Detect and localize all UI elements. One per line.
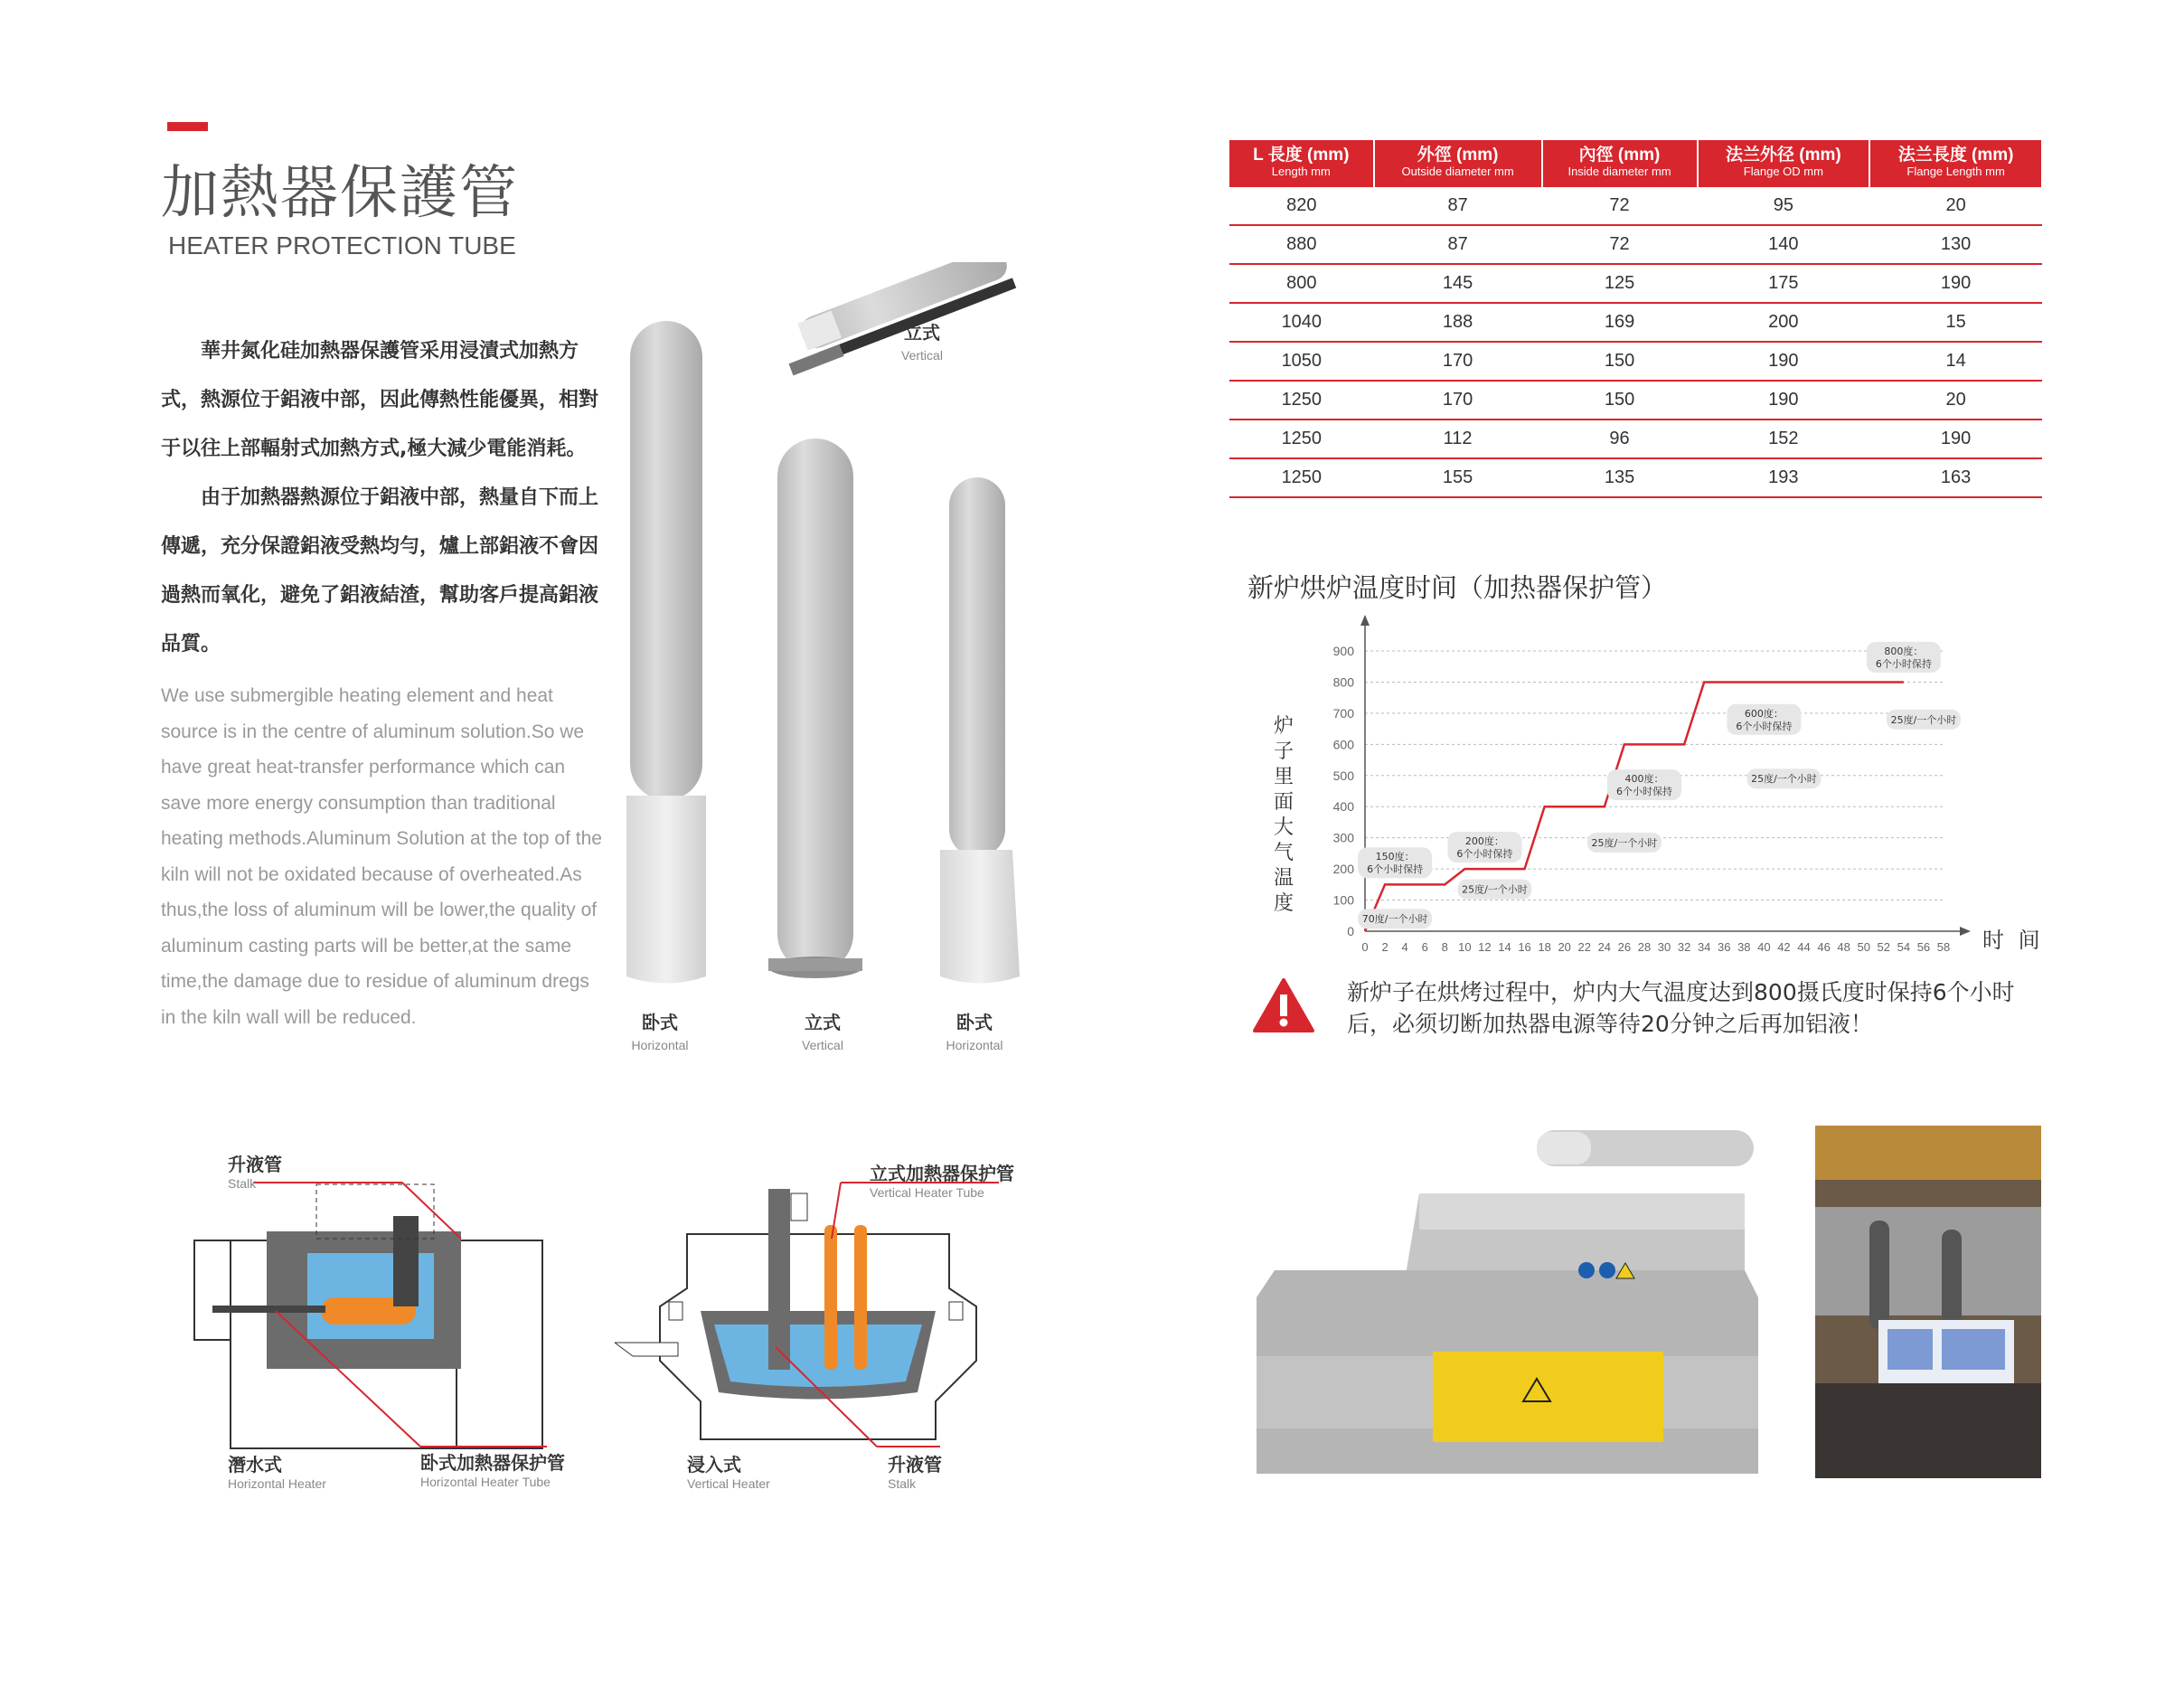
diagram-right-label-bottom-left: [687, 1450, 770, 1491]
header-inside-diameter: 內徑 (mm) Inside diameter mm: [1542, 140, 1698, 187]
table-cell: 190: [1698, 381, 1870, 420]
temperature-chart: [1302, 606, 1989, 967]
x-tick-label: 34: [1697, 940, 1711, 954]
y-tick-label: 500: [1332, 768, 1354, 783]
label-cn: 立式加熱器保护管: [870, 1163, 1014, 1184]
table-cell: 880: [1229, 225, 1374, 264]
y-tick-label: 0: [1347, 924, 1354, 938]
table-row: [1229, 381, 2042, 420]
annotation-label: 400度：: [1624, 773, 1664, 786]
diagram-right-label-top: [870, 1159, 1014, 1200]
y-axis-arrow: [1360, 615, 1370, 626]
table-cell: 163: [1869, 458, 2042, 497]
diagram-left-label-bottom-right: [420, 1448, 565, 1489]
label-cn: 潛水式: [228, 1454, 282, 1475]
x-tick-label: 30: [1657, 940, 1671, 954]
x-tick-label: 50: [1857, 940, 1870, 954]
annotation-label: 200度：: [1464, 835, 1504, 847]
x-tick-label: 44: [1797, 940, 1811, 954]
table-row: [1229, 225, 2042, 264]
y-label-char: 大: [1273, 816, 1294, 839]
horizontal-tube-1: [626, 321, 706, 984]
x-tick-label: 38: [1737, 940, 1751, 954]
annotation-label: 800度：: [1884, 645, 1924, 657]
chart-title: 新炉烘炉温度时间（加热器保护管）: [1247, 572, 1668, 603]
x-tick-label: 18: [1538, 940, 1551, 954]
spec-table-header: [1229, 140, 2042, 187]
table-cell: 112: [1374, 420, 1542, 458]
warning-icon: [1252, 976, 1315, 1034]
y-tick-label: 100: [1332, 892, 1354, 908]
title-accent-bar: [167, 122, 208, 131]
annotation-label: 6个小时保持: [1736, 720, 1793, 732]
x-tick-label: 0: [1361, 940, 1369, 954]
x-tick-label: 26: [1617, 940, 1632, 954]
horizontal-tube-3: [940, 477, 1020, 984]
annotation-label: 600度：: [1744, 707, 1784, 720]
x-tick-label: 58: [1936, 940, 1951, 954]
label-en: Vertical Heater: [687, 1476, 770, 1491]
label-cn: 升液管: [888, 1454, 942, 1475]
label-en: Vertical Heater Tube: [870, 1185, 984, 1200]
vertical-tube-2: [768, 438, 862, 978]
table-cell: 1250: [1229, 458, 1374, 497]
x-tick-label: 28: [1637, 940, 1652, 954]
table-cell: 125: [1542, 264, 1698, 303]
table-cell: 170: [1374, 342, 1542, 381]
x-tick-label: 56: [1916, 940, 1931, 954]
x-tick-label: 16: [1518, 940, 1531, 954]
x-tick-label: 12: [1478, 940, 1492, 954]
table-cell: 190: [1698, 342, 1870, 381]
table-cell: 72: [1542, 187, 1698, 225]
table-row: [1229, 187, 2042, 225]
label-en: Stalk: [888, 1476, 917, 1491]
x-tick-label: 36: [1718, 940, 1731, 954]
table-cell: 1040: [1229, 303, 1374, 342]
annotation-label: 6个小时保持: [1875, 657, 1932, 670]
table-row: [1229, 303, 2042, 342]
site-photo: [1815, 1126, 2041, 1478]
x-tick-label: 4: [1401, 940, 1408, 954]
table-cell: 130: [1869, 225, 2042, 264]
y-tick-label: 300: [1332, 830, 1354, 845]
x-tick-label: 54: [1897, 940, 1911, 954]
tube-label-2: [768, 1008, 877, 1052]
label-cn: 卧式加熱器保护管: [420, 1452, 565, 1474]
y-tick-label: 800: [1332, 674, 1354, 690]
tube-label-cn: 立式: [805, 1012, 841, 1033]
x-tick-label: 8: [1441, 940, 1448, 954]
tube-label-cn: 立式: [904, 322, 940, 344]
table-cell: 188: [1374, 303, 1542, 342]
table-cell: 150: [1542, 342, 1698, 381]
y-label-char: 度: [1273, 892, 1294, 915]
table-cell: 175: [1698, 264, 1870, 303]
tube-label-cn: 卧式: [956, 1012, 993, 1033]
table-cell: 170: [1374, 381, 1542, 420]
y-label-char: 温: [1273, 867, 1294, 890]
annotation-label: 6个小时保持: [1456, 848, 1513, 860]
description-chinese: [161, 327, 604, 669]
annotation-label: 150度：: [1375, 851, 1415, 863]
x-tick-label: 48: [1837, 940, 1850, 954]
header-flange-length: 法兰長度 (mm) Flange Length mm: [1869, 140, 2042, 187]
description-paragraph: 華井氮化硅加熱器保護管采用浸漬式加熱方式，熱源位于鋁液中部，因此傳熱性能優異，相對于以往上部輻射式加熱方式,極大減少電能消耗。: [161, 340, 599, 460]
table-cell: 152: [1698, 420, 1870, 458]
label-en: Stalk: [228, 1176, 257, 1191]
x-tick-label: 46: [1817, 940, 1831, 954]
chart-y-label: [1270, 714, 1297, 917]
y-label-char: 气: [1273, 842, 1294, 864]
label-en: Horizontal Heater Tube: [420, 1475, 551, 1489]
tube-label-top: [868, 318, 976, 363]
table-cell: 14: [1869, 342, 2042, 381]
annotation-label: 25度/一个小时: [1890, 713, 1957, 726]
table-row: [1229, 342, 2042, 381]
diagram-left-label-bottom-left: [228, 1450, 326, 1491]
page-title: 加熱器保護管: [161, 160, 519, 227]
table-row: [1229, 420, 2042, 458]
label-cn: 升液管: [228, 1154, 282, 1175]
y-tick-label: 900: [1332, 644, 1354, 658]
table-cell: 1250: [1229, 420, 1374, 458]
table-cell: 1050: [1229, 342, 1374, 381]
x-axis-arrow: [1960, 927, 1971, 936]
table-cell: 1250: [1229, 381, 1374, 420]
chart-x-label: 时 间: [1982, 928, 2044, 953]
tube-label-en: Horizontal: [946, 1038, 1003, 1052]
diagram-left-label-top: [228, 1150, 282, 1191]
description-english: We use submergible heating element and heat source is in the centre of aluminum solution.So we have great heat-transfer performance which can save more energy consumption than traditional heating methods.Aluminum Solution at the top of the kiln will not be oxidated because of overheated.As thus,the loss of aluminum will be lower,the quality of aluminum casting parts will be better,at the same time,the damage due to residue of aluminum dregs in the kiln wall will be reduced.: [161, 685, 602, 1028]
annotation-label: 6个小时保持: [1367, 863, 1424, 876]
annotation-label: 25度/一个小时: [1462, 883, 1528, 896]
y-tick-label: 400: [1332, 799, 1354, 815]
y-tick-label: 700: [1332, 705, 1354, 721]
vertical-heater-diagram: [615, 1175, 1012, 1456]
x-tick-label: 20: [1558, 940, 1571, 954]
table-cell: 200: [1698, 303, 1870, 342]
x-tick-label: 22: [1577, 940, 1591, 954]
page-subtitle: HEATER PROTECTION TUBE: [168, 231, 516, 259]
description-paragraph: 由于加熱器熱源位于鋁液中部，熱量自下而上傳遞，充分保證鋁液受熱均勻，爐上部鋁液不會因過熱而氧化，避免了鋁液結渣，幫助客戶提高鋁液品質。: [161, 486, 599, 655]
table-cell: 72: [1542, 225, 1698, 264]
tubes-illustration: [615, 262, 1085, 1094]
horizontal-heater-diagram: [185, 1166, 565, 1465]
table-cell: 87: [1374, 225, 1542, 264]
table-cell: 20: [1869, 381, 2042, 420]
diagram-right-label-bottom-right: [888, 1450, 942, 1491]
x-tick-label: 40: [1757, 940, 1771, 954]
y-tick-label: 200: [1332, 862, 1354, 877]
annotation-label: 70度/一个小时: [1361, 913, 1428, 926]
header-length: L 長度 (mm) Length mm: [1229, 140, 1374, 187]
y-label-char: 面: [1273, 791, 1294, 814]
tube-label-en: Vertical: [802, 1038, 843, 1052]
annotation-label: 6个小时保持: [1615, 786, 1672, 798]
furnace-photo: [1238, 1121, 1781, 1501]
table-cell: 135: [1542, 458, 1698, 497]
tube-label-en: Vertical: [901, 348, 943, 363]
x-tick-label: 24: [1597, 940, 1612, 954]
warning-text: 新炉子在烘烤过程中，炉内大气温度达到800摄氏度时保持6个小时后，必须切断加热器电源等待20分钟之后再加铝液！: [1347, 979, 2015, 1037]
x-tick-label: 52: [1877, 940, 1891, 954]
table-row: [1229, 264, 2042, 303]
table-cell: 95: [1698, 187, 1870, 225]
table-cell: 169: [1542, 303, 1698, 342]
table-cell: 820: [1229, 187, 1374, 225]
tube-label-en: Horizontal: [631, 1038, 689, 1052]
x-tick-label: 14: [1498, 940, 1511, 954]
label-cn: 浸入式: [687, 1454, 741, 1475]
table-cell: 145: [1374, 264, 1542, 303]
annotation-label: 25度/一个小时: [1591, 836, 1658, 849]
y-label-char: 里: [1273, 766, 1294, 788]
table-cell: 193: [1698, 458, 1870, 497]
table-cell: 15: [1869, 303, 2042, 342]
table-cell: 190: [1869, 264, 2042, 303]
y-label-char: 炉: [1273, 715, 1294, 738]
spec-table: [1229, 140, 2043, 498]
header-flange-od: 法兰外径 (mm) Flange OD mm: [1698, 140, 1870, 187]
table-cell: 150: [1542, 381, 1698, 420]
table-cell: 140: [1698, 225, 1870, 264]
label-en: Horizontal Heater: [228, 1476, 326, 1491]
x-tick-label: 32: [1677, 940, 1691, 954]
table-cell: 20: [1869, 187, 2042, 225]
table-cell: 87: [1374, 187, 1542, 225]
x-tick-label: 2: [1381, 940, 1389, 954]
y-label-char: 子: [1273, 740, 1294, 763]
tube-label-1: [606, 1008, 714, 1052]
annotation-label: 25度/一个小时: [1751, 773, 1817, 786]
y-tick-label: 600: [1332, 737, 1354, 752]
x-tick-label: 10: [1458, 940, 1472, 954]
table-row: [1229, 458, 2042, 497]
header-outside-diameter: 外徑 (mm) Outside diameter mm: [1374, 140, 1542, 187]
table-cell: 96: [1542, 420, 1698, 458]
x-tick-label: 42: [1777, 940, 1791, 954]
table-cell: 155: [1374, 458, 1542, 497]
table-cell: 190: [1869, 420, 2042, 458]
table-cell: 800: [1229, 264, 1374, 303]
x-tick-label: 6: [1421, 940, 1428, 954]
tube-label-cn: 卧式: [642, 1012, 678, 1033]
tube-label-3: [920, 1008, 1029, 1052]
